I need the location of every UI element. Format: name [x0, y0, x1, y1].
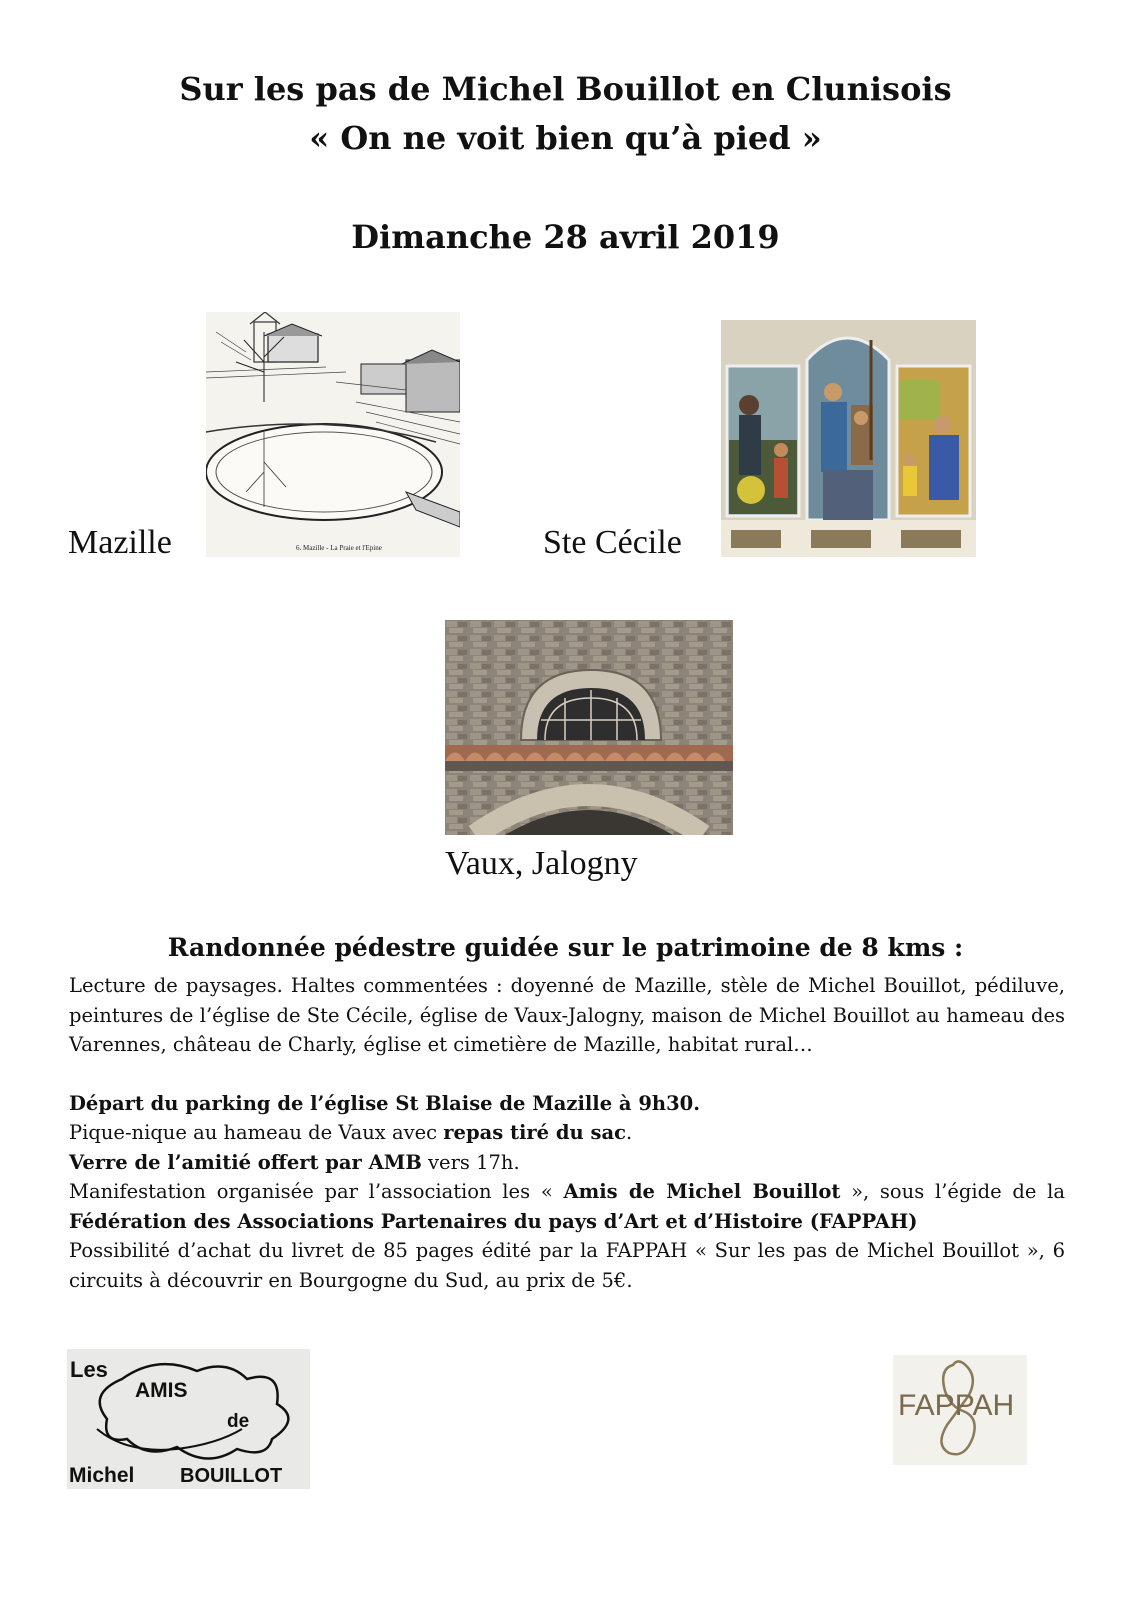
page-title-line1: Sur les pas de Michel Bouillot en Clunisois: [179, 70, 952, 108]
fappah-logo: [893, 1355, 1027, 1465]
departure-info: [69, 1089, 1065, 1119]
ste-cecile-painting-image: [721, 320, 976, 557]
mazille-caption: Mazille: [68, 524, 172, 561]
vaux-church-window-image: [445, 620, 733, 835]
amb-de: de: [227, 1411, 250, 1432]
page-title-line2: « On ne voit bien qu’à pied »: [309, 119, 822, 157]
booklet-info: Possibilité d’achat du livret de 85 pages édité par la FAPPAH « Sur les pas de Michel Bouillot », 6 circuits à découvrir en Bourgogne du Sud, au prix de 5€.: [69, 1239, 1065, 1292]
departure-text: Départ du parking de l’église St Blaise de Mazille à 9h30.: [69, 1091, 700, 1115]
amb-bouillot: BOUILLOT: [180, 1465, 283, 1487]
org-text2: », sous l’égide de la: [840, 1180, 1065, 1203]
drink-bold: Verre de l’amitié offert par AMB: [69, 1150, 422, 1174]
picnic-info: [69, 1118, 1065, 1148]
amb-michel: Michel: [69, 1464, 135, 1487]
org-bold2: Fédération des Associations Partenaires du pays d’Art et d’Histoire (FAPPAH): [69, 1209, 918, 1233]
picnic-text: Pique-nique au hameau de Vaux avec: [69, 1121, 444, 1144]
mazille-sketch-caption: 6. Mazille - La Praie et l'Epine: [296, 544, 382, 552]
org-bold1: Amis de Michel Bouillot: [563, 1180, 841, 1203]
ste-cecile-caption: Ste Cécile: [543, 524, 682, 561]
vaux-caption: Vaux, Jalogny: [445, 845, 638, 882]
drink-info: [69, 1148, 1065, 1178]
amb-les: Les: [70, 1357, 108, 1382]
amb-amis: AMIS: [135, 1379, 188, 1402]
fappah-text: FAPPAH: [898, 1389, 1015, 1422]
picnic-bold: repas tiré du sac: [443, 1121, 626, 1144]
hike-description: Lecture de paysages. Haltes commentées : doyenné de Mazille, stèle de Michel Bouillot, pédiluve, peintures de l’église de Ste Cécile, église de Vaux-Jalogny, maison de Michel Bouillot au hameau des Varennes, château de Charly, église et cimetière de Mazille, habitat rural…: [69, 974, 1065, 1056]
drink-text: vers 17h.: [421, 1150, 520, 1174]
amis-michel-bouillot-logo: [67, 1349, 310, 1489]
mazille-sketch-image: [206, 312, 460, 557]
picnic-end: .: [625, 1121, 633, 1144]
organizer-info: [69, 1177, 1065, 1236]
event-date: Dimanche 28 avril 2019: [351, 218, 780, 256]
org-text1: Manifestation organisée par l’association les «: [69, 1180, 564, 1203]
hike-heading: Randonnée pédestre guidée sur le patrimoine de 8 kms :: [167, 933, 964, 962]
event-details: [69, 971, 1065, 1295]
